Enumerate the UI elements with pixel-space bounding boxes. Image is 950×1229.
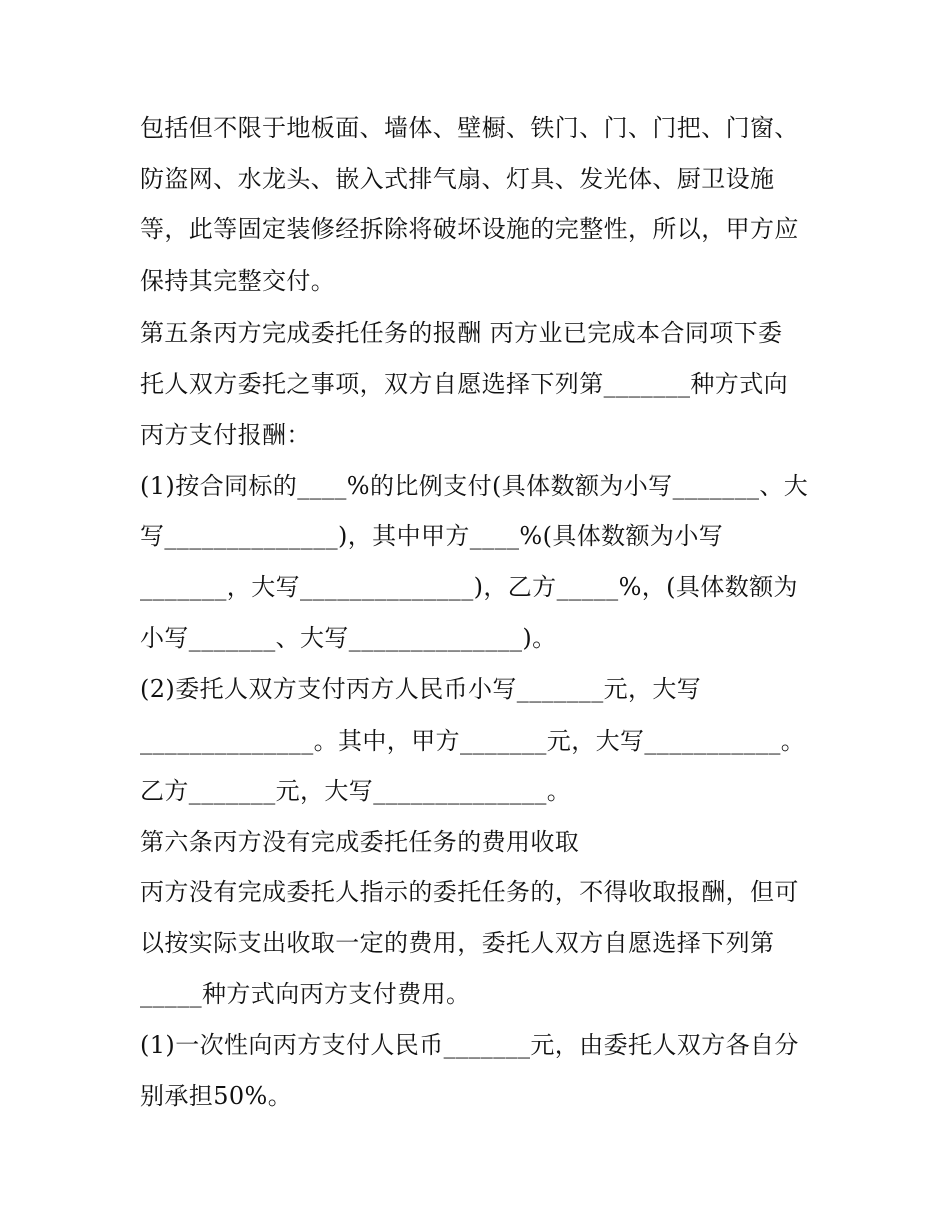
text-line: 丙方没有完成委托人指示的委托任务的，不得收取报酬，但可 (140, 878, 799, 906)
text-line: 小写_______、大写______________)。 (140, 624, 557, 652)
text-line: _____种方式向丙方支付费用。 (140, 980, 471, 1008)
text-line: 乙方_______元，大写______________。 (140, 777, 572, 805)
text-line: 丙方支付报酬： (140, 421, 311, 449)
text-line: 托人双方委托之事项，双方自愿选择下列第_______种方式向 (140, 370, 788, 398)
text-line: 写______________)，其中甲方____%(具体数额为小写 (140, 522, 724, 550)
article-five-heading: 第五条丙方完成委托任务的报酬 丙方业已完成本合同项下委 (140, 319, 783, 347)
text-line: 防盗网、水龙头、嵌入式排气扇、灯具、发光体、厨卫设施 (140, 165, 775, 193)
text-line: 保持其完整交付。 (140, 267, 336, 295)
text-line: 别承担50%。 (140, 1082, 293, 1110)
option-one-line: (1)一次性向丙方支付人民币_______元，由委托人双方各自分 (140, 1031, 799, 1059)
option-one-line: (1)按合同标的____%的比例支付(具体数额为小写_______、大 (140, 472, 809, 500)
article-six-heading: 第六条丙方没有完成委托任务的费用收取 (140, 828, 580, 856)
option-two-line: (2)委托人双方支付丙方人民币小写_______元，大写 (140, 675, 702, 703)
text-line: 等，此等固定装修经拆除将破坏设施的完整性，所以，甲方应 (140, 215, 799, 243)
text-line: 包括但不限于地板面、墙体、壁橱、铁门、门、门把、门窗、 (140, 114, 799, 142)
text-line: ______________。其中，甲方_______元，大写___________。 (140, 727, 806, 755)
text-line: 以按实际支出收取一定的费用，委托人双方自愿选择下列第 (140, 929, 775, 957)
text-line: _______，大写______________)，乙方_____%，(具体数额为 (140, 573, 798, 601)
